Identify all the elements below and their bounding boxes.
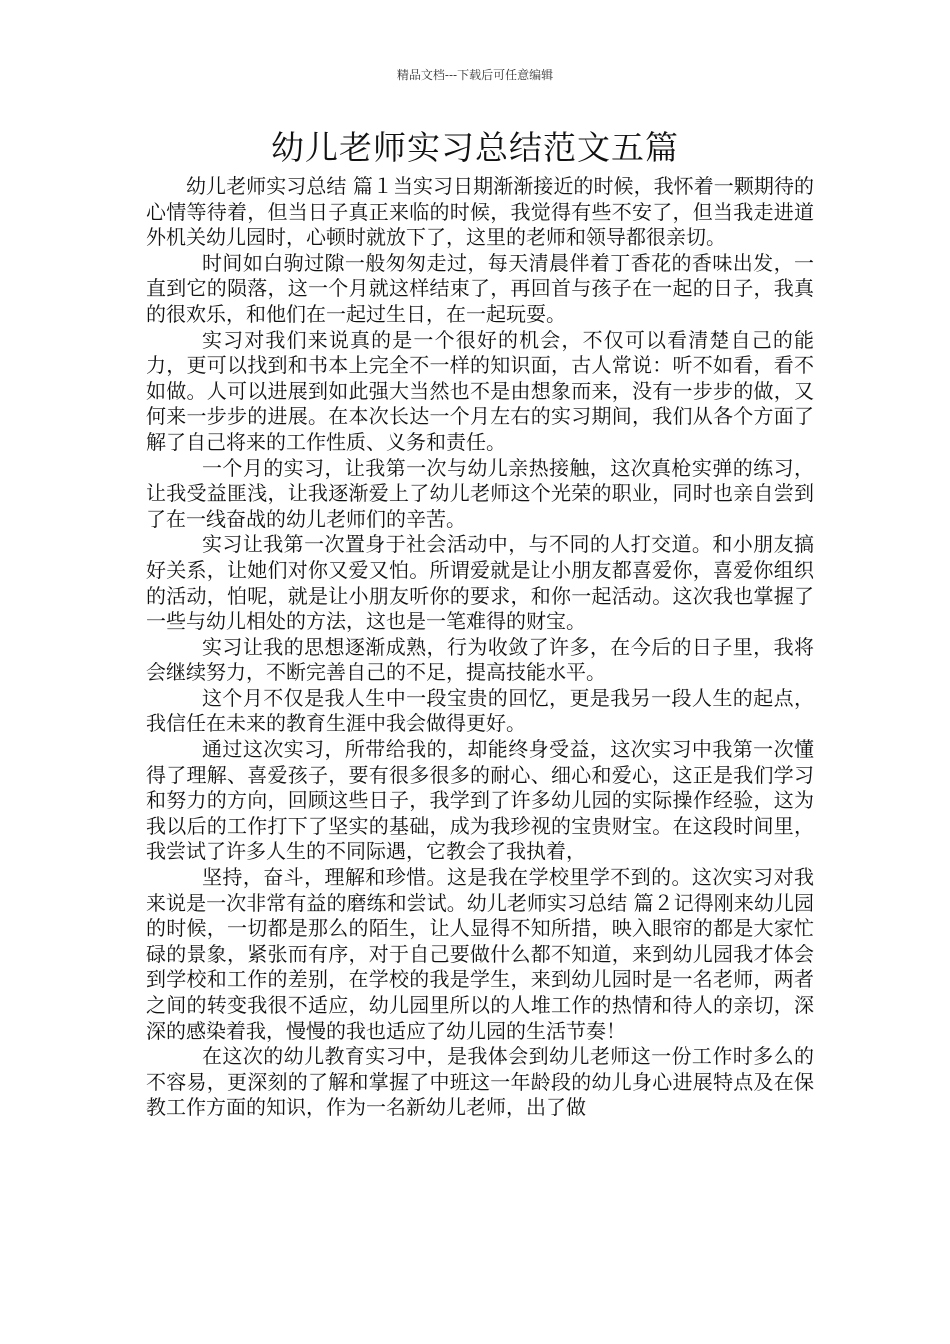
paragraph: 时间如白驹过隙一般匆匆走过，每天清晨伴着丁香花的香味出发，一直到它的陨落，这一个月就这样结束了，再回首与孩子在一起的日子，我真的很欢乐，和他们在一起过生日，在一起玩耍。 [146, 250, 814, 326]
paragraph: 坚持，奋斗，理解和珍惜。这是我在学校里学不到的。这次实习对我来说是一次非常有益的磨练和尝试。幼儿老师实习总结 篇２记得刚来幼儿园的时候，一切都是那么的陌生，让人显得不知所措，映入眼帘的都是大家忙碌的景象，紧张而有序，对于自己要做什么都不知道，来到幼儿园我才体会到学校和工作的差别，在学校的我是学生，来到幼儿园时是一名老师，两者之间的转变我很不适应，幼儿园里所以的人堆工作的热情和待人的亲切，深深的感染着我，慢慢的我也适应了幼儿园的生活节奏！ [146, 865, 814, 1043]
page-header: 精品文档---下载后可任意编辑 [396, 68, 554, 82]
paragraph: 实习对我们来说真的是一个很好的机会，不仅可以看清楚自己的能力，更可以找到和书本上完全不一样的知识面，古人常说：听不如看，看不如做。人可以进展到如此强大当然也不是由想象而来，没有一步步的做，又何来一步步的进展。在本次长达一个月左右的实习期间，我们从各个方面了解了自己将来的工作性质、义务和责任。 [146, 327, 814, 454]
document-title: 幼儿老师实习总结范文五篇 [271, 128, 679, 167]
paragraph: 幼儿老师实习总结 篇１当实习日期渐渐接近的时候，我怀着一颗期待的心情等待着，但当日子真正来临的时候，我觉得有些不安了，但当我走进道外机关幼儿园时，心顿时就放下了，这里的老师和领导都很亲切。 [146, 174, 814, 250]
paragraph: 一个月的实习，让我第一次与幼儿亲热接触，这次真枪实弹的练习，让我受益匪浅，让我逐渐爱上了幼儿老师这个光荣的职业，同时也亲自尝到了在一线奋战的幼儿老师们的辛苦。 [146, 455, 814, 531]
paragraph: 在这次的幼儿教育实习中，是我体会到幼儿老师这一份工作时多么的不容易，更深刻的了解和掌握了中班这一年龄段的幼儿身心进展特点及在保教工作方面的知识，作为一名新幼儿老师，出了做 [146, 1044, 814, 1120]
paragraph: 实习让我第一次置身于社会活动中，与不同的人打交道。和小朋友搞好关系，让她们对你又爱又怕。所谓爱就是让小朋友都喜爱你，喜爱你组织的活动，怕呢，就是让小朋友听你的要求，和你一起活动。这次我也掌握了一些与幼儿相处的方法，这也是一笔难得的财宝。 [146, 532, 814, 634]
paragraph: 通过这次实习，所带给我的，却能终身受益，这次实习中我第一次懂得了理解、喜爱孩子，要有很多很多的耐心、细心和爱心，这正是我们学习和努力的方向，回顾这些日子，我学到了许多幼儿园的实际操作经验，这为我以后的工作打下了坚实的基础，成为我珍视的宝贵财宝。在这段时间里，我尝试了许多人生的不同际遇，它教会了我执着， [146, 737, 814, 864]
paragraph: 实习让我的思想逐渐成熟，行为收敛了许多，在今后的日子里，我将会继续努力，不断完善自己的不足，提高技能水平。 [146, 634, 814, 685]
document-body [146, 174, 814, 1121]
paragraph: 这个月不仅是我人生中一段宝贵的回忆，更是我另一段人生的起点，我信任在未来的教育生涯中我会做得更好。 [146, 685, 814, 736]
